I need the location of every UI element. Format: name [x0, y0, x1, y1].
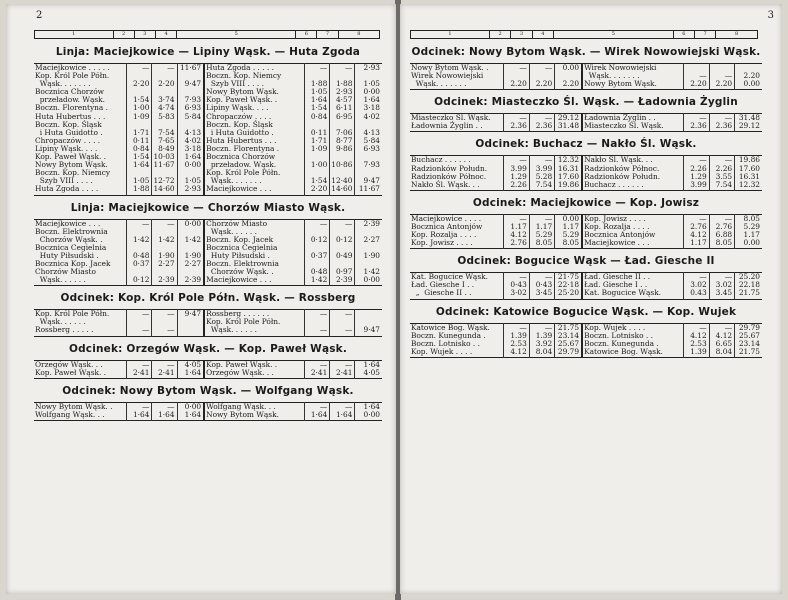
distance-values: — 2·41 [152, 360, 177, 378]
distance-values: 19.86 17.60 16.31 12.32 [735, 156, 762, 190]
left-page [6, 4, 396, 594]
station-list: Kop. Król Pole Półn. Wąsk. . . . . . Rossberg . . . . . [35, 309, 110, 335]
route-title: Odcinek: Bogucice Wąsk — Ład. Giesche II [457, 255, 715, 268]
page-number-right: 3 [767, 10, 774, 21]
distance-values: — — [127, 310, 152, 336]
distance-values: — — [330, 310, 355, 336]
station-list: Kop. Paweł Wąsk. . Orzegów Wąsk. . . [204, 360, 305, 378]
distance-values: — 2.26 1.29 3.99 [684, 156, 709, 190]
distance-values: — 3.02 3.45 [709, 273, 734, 299]
distance-values: — 0·12 0·49 0·97 2·39 [330, 219, 355, 286]
table-row [410, 323, 762, 357]
distance-values: — 0·43 3·02 [504, 273, 529, 299]
distance-table [34, 63, 382, 196]
distance-values: — 2.20 [529, 64, 554, 90]
station-list: Nowy Bytom Wąsk. . Wolfgang Wąsk. . . [35, 402, 113, 419]
distance-values: 21.75 23.14 25.67 29.79 [555, 323, 582, 357]
station-list: Chorzów Miasto Wąsk. . . . . . Boczn. Kop. Jacek Bocznica Cegielnia Huty Piłsudski . Boczn. Elektrownia Chorzów Wąsk. . Maciejkowice . . . [204, 219, 305, 286]
route-title: Linja: Maciejkowice — Chorzów Miasto Wąsk. [70, 201, 346, 214]
distance-values: — 1.39 3.92 8.04 [529, 323, 554, 357]
distance-table [34, 360, 382, 379]
distance-values: — 1·64 [330, 402, 355, 420]
timetable-block [410, 40, 762, 90]
distance-values: — 3.99 1.29 2.26 [504, 156, 529, 190]
table-row [410, 114, 762, 132]
distance-values: 0.00 1.17 5.29 8.05 [555, 214, 582, 248]
distance-values: — 1·64 [152, 402, 177, 420]
station-list: Ład. Giesche II . . Ład. Giesche I . . Kat. Bogucice Wąsk. [582, 273, 684, 299]
distance-values: 1·64 4·05 [355, 360, 382, 378]
station-list: Kop. Wujek . . . . Boczn. Lotnisko . . Boczn. Kunegunda . Katowice Bog. Wąsk. [582, 323, 684, 357]
timetable-block [34, 337, 382, 379]
distance-values: — 1·64 [127, 402, 152, 420]
table-row [410, 64, 762, 90]
table-row [410, 214, 762, 248]
station-list: Kat. Bogucice Wąsk. Ład. Giesche I . . „ Giesche II . . [411, 272, 488, 298]
table-row [34, 310, 382, 336]
distance-values: — 1.39 2.53 4.12 [504, 323, 529, 357]
right-page-content [400, 40, 782, 358]
distance-values: — 2·41 [305, 360, 330, 378]
distance-values: 29.12 31.48 [555, 114, 582, 132]
distance-values: — 1·88 2·93 4·57 6·11 6·95 7·06 8·77 9·86 10·86 12·40 14·60 [330, 64, 355, 196]
distance-table [410, 214, 762, 249]
distance-values: — 2.20 [709, 64, 734, 90]
route-title: Odcinek: Katowice Bogucice Wąsk. — Kop. Wujek [435, 305, 737, 318]
station-list: Huta Zgoda . . . . . Boczn. Kop. Niemcy Szyb VIII . . . . Nowy Bytom Wąsk. Kop. Paweł Wąsk. . Lipiny Wąsk. . . . Chropaczów . . . . Boczn. Kop. Śląsk i Huta Guidotto . Huta Hubertus . . . Boczn. Florentyna . Bocznica Chorzów przeładow. Wąsk. Kop. Król Pole Półn. Wąsk. . . . . . . Maciejkowice . . . [204, 64, 305, 196]
distance-values: — 2·41 [330, 360, 355, 378]
timetable-block [34, 196, 382, 287]
distance-values: — 2.76 6.88 8.05 [709, 214, 734, 248]
distance-values: — 2.76 4.12 1.17 [684, 214, 709, 248]
distance-values: — 2·41 [127, 360, 152, 378]
distance-values: 12.32 16.31 17.60 19.86 [555, 156, 582, 190]
distance-values: — 2.36 [504, 114, 529, 132]
left-page-content [6, 40, 396, 421]
route-title: Odcinek: Nowy Bytom Wąsk. — Wolfgang Wąsk. [62, 384, 354, 397]
distance-values: 2.20 0.00 [735, 64, 762, 90]
distance-table [410, 63, 762, 90]
distance-values: 0·00 1·64 [177, 402, 204, 420]
distance-values: 2·39 2·27 1·90 1·42 0·00 [355, 219, 382, 286]
route-title: Odcinek: Orzegów Wąsk. — Kop. Paweł Wąsk. [68, 342, 348, 355]
distance-table [34, 309, 382, 336]
distance-table [34, 219, 382, 287]
station-list: Wolfgang Wąsk. . . Nowy Bytom Wąsk. [204, 402, 305, 420]
distance-values: 1·64 0·00 [355, 402, 382, 420]
distance-table [410, 113, 762, 132]
timetable-block [410, 90, 762, 132]
distance-values: — 4.12 2.53 1.39 [684, 323, 709, 357]
distance-values: 25.20 22.18 21.75 [735, 273, 762, 299]
distance-values: — 1.17 5.29 8.05 [529, 214, 554, 248]
timetable-block [410, 191, 762, 249]
distance-values: 4·05 1·64 [177, 360, 204, 378]
distance-values: — 0·43 3·45 [529, 273, 554, 299]
distance-values: 21·75 22·18 25·20 [555, 273, 582, 299]
timetable-block [34, 40, 382, 196]
distance-values: — 3.99 5.28 7.54 [529, 156, 554, 190]
station-list: Nakło Śl. Wąsk. . . Radzionków Północ. Radzionków Połudn. Buchacz . . . . . . [582, 156, 684, 190]
table-row [34, 64, 382, 196]
timetable-block [410, 249, 762, 299]
table-row [34, 360, 382, 378]
distance-values: — 2.26 3.55 7.54 [709, 156, 734, 190]
distance-values: 31.48 29.12 [735, 114, 762, 132]
station-list: Rossberg . . . . . . Kop. Król Pole Półn. Wąsk. . . . . . [204, 310, 305, 336]
table-row [34, 402, 382, 420]
route-title: Odcinek: Buchacz — Nakło Śl. Wąsk. [475, 138, 697, 151]
column-header-left: 1 2 3 4 5 6 7 8 [34, 30, 380, 39]
station-list: Maciejkowice . . . Boczn. Elektrownia Chorzów Wąsk. . Bocznica Cegielnia Huty Piłsudski . Bocznica Kop. Jacek Chorzów Miasto Wąsk. . . . . . [35, 219, 111, 285]
distance-table [34, 402, 382, 421]
table-row [34, 219, 382, 286]
distance-values: — 1.17 4.12 2.76 [504, 214, 529, 248]
route-title: Odcinek: Nowy Bytom Wąsk. — Wirek Nowowiejski Wąsk. [411, 46, 761, 58]
distance-values: — 1·64 [305, 402, 330, 420]
page-number-left: 2 [36, 10, 43, 21]
distance-values: — 2.36 [709, 114, 734, 132]
distance-values: — 2.20 [504, 64, 529, 90]
distance-values: 9·47 [177, 310, 204, 336]
distance-values: — 1·42 1·90 2·27 2·39 [152, 219, 177, 286]
station-list: Orzegów Wąsk. . . Kop. Paweł Wąsk. . [35, 360, 107, 377]
distance-values: — 2.20 [684, 64, 709, 90]
distance-values: — 3.02 0.43 [684, 273, 709, 299]
station-list: Buchacz . . . . . . Radzionków Połudn. Radzionków Północ. Nakło Śl. Wąsk. . . [411, 155, 488, 189]
station-list: Katowice Bog. Wąsk. Boczn. Kunegunda . Boczn. Lotnisko . . Kop. Wujek . . . . [411, 323, 490, 356]
distance-values: 2·93 1·05 0·00 1·64 3·18 4·02 4·13 5·84 6·93 7·93 9·47 11·67 [355, 64, 382, 196]
distance-values: — 2·20 1·54 1·00 1·09 1·71 0·11 0·84 1·54 1·64 1·05 1·88 [127, 64, 152, 196]
distance-values: — 4.12 6.65 8.04 [709, 323, 734, 357]
station-list: Nowy Bytom Wąsk. . Wirek Nowowiejski Wąsk. . . . . . . [411, 63, 489, 89]
distance-values: — 2·20 3·74 4·74 5·83 7·54 7·65 8·49 10·03 11·67 12·72 14·60 [152, 64, 177, 196]
distance-values: 9·47 [355, 310, 382, 336]
route-title: Odcinek: Kop. Król Pole Półn. Wąsk. — Rossberg [60, 292, 356, 305]
station-list: Maciejkowice . . . . . Kop. Król Pole Półn. Wąsk. . . . . . . Bocznica Chorzów przeładow. Wąsk. Boczn. Florentyna . Huta Hubertus . . . Boczn. Kop. Śląsk i Huta Guidotto . Chropaczów . . . . Lipiny Wąsk. . . . Kop. Paweł Wąsk. . Nowy Bytom Wąsk. Boczn. Kop. Niemcy Szyb VIII . . . . Huta Zgoda . . . . [35, 63, 111, 194]
distance-values: — 0·12 0·37 0·48 1·42 [305, 219, 330, 286]
distance-values: 0.00 2.20 [555, 64, 582, 90]
right-page [400, 4, 782, 594]
distance-table [410, 155, 762, 190]
column-header-right: 1 2 3 4 5 6 7 8 [410, 30, 758, 39]
distance-values: — 2.36 [529, 114, 554, 132]
distance-values: 11·67 9·47 7·93 6·93 5·84 4·13 4·02 3·18 1·64 0·00 1·05 2·93 [177, 64, 204, 196]
table-row [410, 156, 762, 190]
station-list: Miasteczko Śl. Wąsk. Ładownia Żyglin . . [411, 113, 491, 131]
timetable-block [34, 379, 382, 421]
distance-values: — 1·88 1·05 1·64 1·54 0·84 0·11 1·71 1·09 1·00 1·54 2·20 [305, 64, 330, 196]
distance-values: 0·00 1·42 1·90 2·27 2·39 [177, 219, 204, 286]
station-list: Maciejkowice . . . . Bocznica Antonjów Kop. Rozalja . . . . Kop. Jowisz . . . . [411, 214, 483, 248]
route-title: Linja: Maciejkowice — Lipiny Wąsk. — Huta Zgoda [55, 46, 361, 58]
timetable-block [410, 300, 762, 358]
distance-values: 29.79 25.67 23.14 21.75 [735, 323, 762, 357]
distance-values: — 2.36 [684, 114, 709, 132]
station-list: Kop. Jowisz . . . . Kop. Rozalja . . . . Bocznica Antonjów Maciejkowice . . . [582, 214, 684, 248]
route-title: Odcinek: Miasteczko Śl. Wąsk. — Ładownia Żyglin [434, 96, 738, 109]
station-list: Wirek Nowowiejski Wąsk. . . . . . . Nowy Bytom Wąsk. [582, 64, 684, 90]
distance-values: — 1·42 0·48 0·37 0·12 [127, 219, 152, 286]
distance-values: — — [152, 310, 177, 336]
distance-table [410, 323, 762, 358]
route-title: Odcinek: Maciejkowice — Kop. Jowisz [472, 196, 700, 209]
distance-values: — — [305, 310, 330, 336]
timetable-block [34, 286, 382, 336]
timetable-block [410, 132, 762, 190]
distance-values: 8.05 5.29 1.17 0.00 [735, 214, 762, 248]
station-list: Ładownia Żyglin . . Miasteczko Śl. Wąsk. [582, 114, 684, 132]
table-row [410, 273, 762, 299]
distance-table [410, 272, 762, 299]
